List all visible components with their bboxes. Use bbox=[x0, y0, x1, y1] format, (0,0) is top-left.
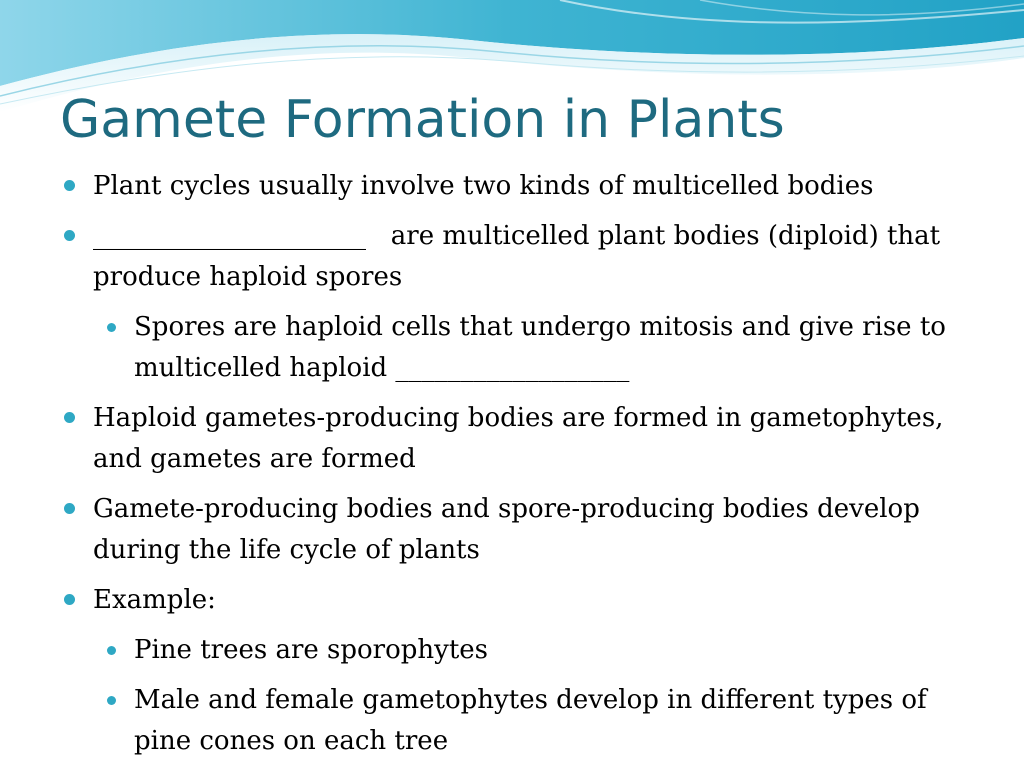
bullet-dot-icon bbox=[64, 180, 75, 191]
sub-bullet-item bbox=[0, 307, 1024, 389]
bullet-dot-icon bbox=[64, 230, 75, 241]
bullet-list bbox=[0, 166, 1024, 768]
bullet-dot-icon bbox=[64, 594, 75, 605]
sub-bullet-dot-icon bbox=[107, 646, 116, 655]
bullet-text: Haploid gametes-producing bodies are formed in gametophytes, and gametes are formed bbox=[93, 403, 944, 474]
sub-bullet-item bbox=[0, 630, 1024, 671]
bullet-text: Spores are haploid cells that undergo mitosis and give rise to multicelled haploid __________________ bbox=[134, 312, 946, 383]
bullet-item bbox=[0, 489, 1024, 571]
bullet-item bbox=[0, 166, 1024, 207]
bullet-text: Male and female gametophytes develop in different types of pine cones on each tree bbox=[134, 685, 927, 756]
slide-title: Gamete Formation in Plants bbox=[60, 90, 785, 150]
bullet-text: Pine trees are sporophytes bbox=[134, 635, 489, 665]
sub-bullet-dot-icon bbox=[107, 323, 116, 332]
bullet-item bbox=[0, 398, 1024, 480]
bullet-item bbox=[0, 580, 1024, 621]
sub-bullet-item bbox=[0, 680, 1024, 762]
bullet-text: Plant cycles usually involve two kinds of multicelled bodies bbox=[93, 171, 874, 201]
bullet-text: Example: bbox=[93, 585, 216, 615]
sub-bullet-dot-icon bbox=[107, 696, 116, 705]
bullet-text: Gamete-producing bodies and spore-producing bodies develop during the life cycle of plants bbox=[93, 494, 920, 565]
bullet-dot-icon bbox=[64, 503, 75, 514]
bullet-text: _____________________ are multicelled plant bodies (diploid) that produce haploid spores bbox=[93, 221, 949, 292]
bullet-dot-icon bbox=[64, 412, 75, 423]
bullet-item bbox=[0, 216, 1024, 298]
